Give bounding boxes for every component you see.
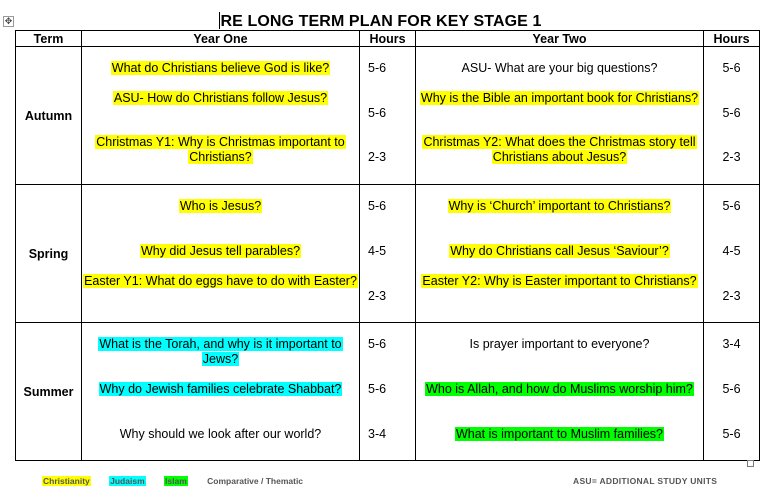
topic-item (416, 61, 703, 76)
topic-text: Easter Y1: What do eggs have to do with Easter? (84, 274, 357, 288)
hours-value: 5-6 (368, 106, 387, 120)
topic-text: ASU- How do Christians follow Jesus? (113, 91, 328, 105)
hours-value: 5-6 (722, 199, 741, 213)
plan-table (15, 30, 760, 461)
hours-value: 5-6 (722, 106, 741, 120)
hours-value: 2-3 (722, 150, 741, 164)
topic-item (82, 91, 359, 106)
hours-one-cell (360, 185, 416, 323)
topic-text: What is important to Muslim families? (455, 427, 663, 441)
topic-text: Easter Y2: Why is Easter important to Christians? (422, 274, 697, 288)
topic-text: Why do Christians call Jesus ‘Saviour’? (450, 244, 669, 258)
topic-item (82, 427, 359, 442)
year-one-cell (82, 47, 360, 185)
text-cursor (219, 12, 220, 29)
hours-value: 5-6 (368, 199, 387, 213)
legend (42, 476, 320, 486)
legend-islam-label: Islam (165, 476, 187, 486)
topic-item (82, 199, 359, 214)
term-row-spring (16, 185, 760, 323)
hours-value: 4-5 (722, 244, 741, 258)
header-hours-two: Hours (704, 31, 760, 47)
legend-comparative-label: Comparative / Thematic (207, 476, 304, 486)
header-year-one: Year One (82, 31, 360, 47)
year-one-cell (82, 323, 360, 461)
hours-two-cell (704, 185, 760, 323)
hours-value: 4-5 (368, 244, 387, 258)
legend-christianity (42, 476, 99, 486)
term-row-autumn (16, 47, 760, 185)
topic-item (416, 274, 703, 289)
year-two-cell (416, 323, 704, 461)
legend-judaism-label: Judaism (110, 476, 145, 486)
hours-value: 5-6 (722, 61, 741, 75)
legend-judaism (109, 476, 154, 486)
topic-item (416, 382, 703, 397)
topic-text: Why should we look after our world? (119, 427, 322, 441)
topic-item (82, 382, 359, 397)
topic-text: ASU- What are your big questions? (461, 61, 658, 75)
hours-value: 2-3 (368, 289, 387, 303)
topic-item (416, 91, 703, 106)
topic-text: Who is Jesus? (179, 199, 262, 213)
term-label: Summer (16, 323, 82, 461)
topic-text: Who is Allah, and how do Muslims worship him? (426, 382, 693, 396)
year-two-cell (416, 47, 704, 185)
topic-text: Why is ‘Church’ important to Christians? (448, 199, 671, 213)
hours-value: 3-4 (368, 427, 387, 441)
hours-one-cell (360, 323, 416, 461)
topic-item (82, 274, 359, 289)
hours-one-cell (360, 47, 416, 185)
topic-item (416, 427, 703, 442)
header-row (16, 31, 760, 47)
topic-text: Christmas Y2: What does the Christmas story tell Christians about Jesus? (423, 135, 696, 164)
hours-value: 5-6 (368, 337, 387, 351)
topic-text: Why is the Bible an important book for Christians? (420, 91, 699, 105)
hours-value: 2-3 (722, 289, 741, 303)
topic-text: What is the Torah, and why is it important to Jews? (99, 337, 342, 366)
page-title (0, 12, 760, 31)
hours-value: 5-6 (722, 427, 741, 441)
topic-text: Is prayer important to everyone? (469, 337, 650, 351)
topic-item (416, 337, 703, 352)
hours-value: 2-3 (368, 150, 387, 164)
table-move-icon[interactable]: ✥ (4, 16, 13, 26)
topic-item (82, 61, 359, 76)
page-title-text: RE LONG TERM PLAN FOR KEY STAGE 1 (220, 13, 542, 30)
hours-two-cell (704, 47, 760, 185)
hours-two-cell (704, 323, 760, 461)
hours-value: 5-6 (368, 382, 387, 396)
term-row-summer (16, 323, 760, 461)
topic-item (416, 199, 703, 214)
table-resize-icon[interactable] (747, 460, 754, 467)
topic-item (416, 244, 703, 259)
year-two-cell (416, 185, 704, 323)
topic-item (416, 135, 703, 165)
term-label: Spring (16, 185, 82, 323)
topic-item (82, 337, 359, 367)
topic-item (82, 244, 359, 259)
legend-islam (164, 476, 196, 486)
legend-comparative (206, 476, 312, 486)
header-term: Term (16, 31, 82, 47)
hours-value: 5-6 (722, 382, 741, 396)
term-label: Autumn (16, 47, 82, 185)
legend-christianity-label: Christianity (43, 476, 90, 486)
asu-note: ASU= ADDITIONAL STUDY UNITS (573, 476, 718, 486)
topic-text: Christmas Y1: Why is Christmas important to Christians? (96, 135, 345, 164)
topic-item (82, 135, 359, 165)
hours-value: 5-6 (368, 61, 387, 75)
year-one-cell (82, 185, 360, 323)
header-hours-one: Hours (360, 31, 416, 47)
topic-text: Why do Jewish families celebrate Shabbat? (99, 382, 342, 396)
header-year-two: Year Two (416, 31, 704, 47)
topic-text: What do Christians believe God is like? (111, 61, 330, 75)
topic-text: Why did Jesus tell parables? (140, 244, 301, 258)
hours-value: 3-4 (722, 337, 741, 351)
